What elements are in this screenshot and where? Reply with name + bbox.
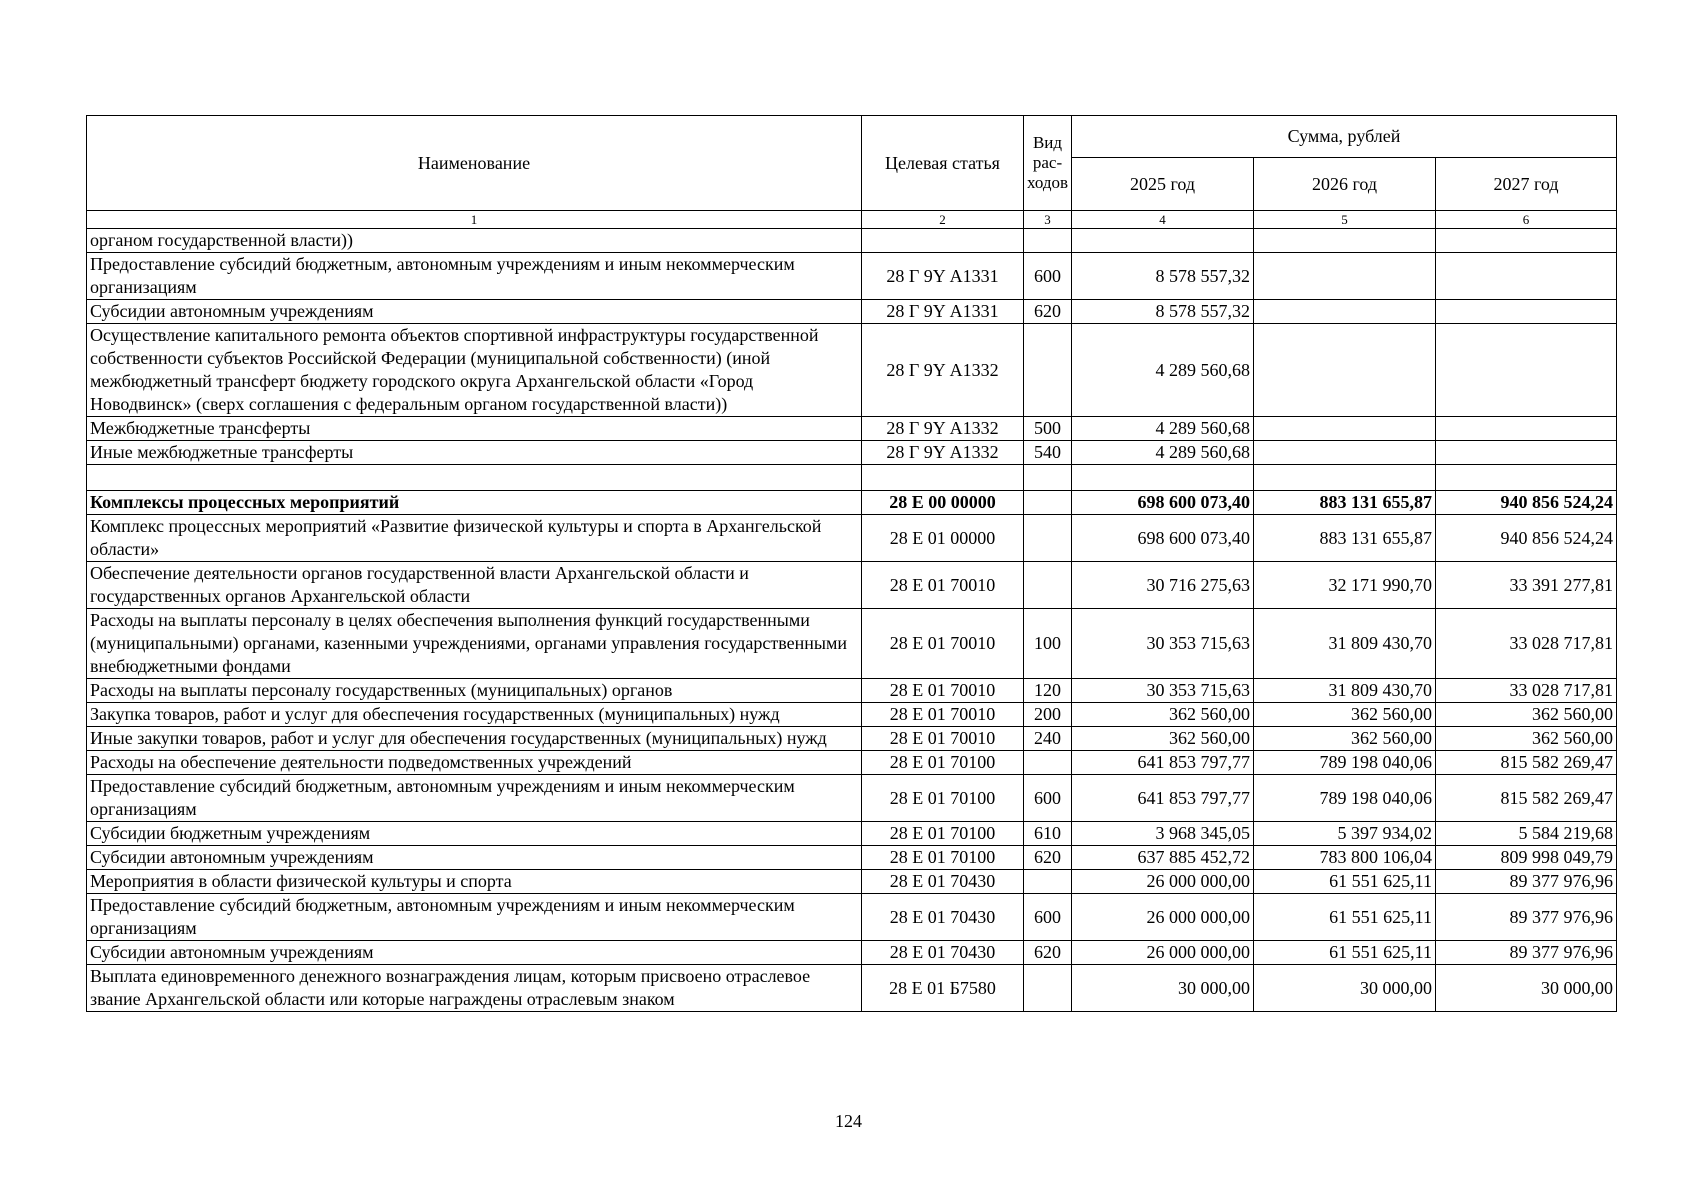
header-name: Наименование bbox=[87, 116, 862, 211]
row-amount-2026 bbox=[1254, 300, 1436, 324]
row-name: Расходы на выплаты персоналу в целях обеспечения выполнения функций государственными (муниципальными) органами, казенными учреждениями, органами управления государственными внебюджетными фондами bbox=[87, 609, 862, 679]
row-amount-2025: 4 289 560,68 bbox=[1072, 441, 1254, 465]
column-number: 5 bbox=[1254, 211, 1436, 229]
table-row bbox=[87, 775, 1617, 822]
row-amount-2027 bbox=[1436, 229, 1617, 253]
row-name: Субсидии бюджетным учреждениям bbox=[87, 822, 862, 846]
row-amount-2027: 33 028 717,81 bbox=[1436, 609, 1617, 679]
budget-table bbox=[86, 115, 1617, 1012]
row-amount-2027 bbox=[1436, 300, 1617, 324]
row-amount-2027: 33 028 717,81 bbox=[1436, 679, 1617, 703]
table-row bbox=[87, 324, 1617, 417]
header-year-2026: 2026 год bbox=[1254, 158, 1436, 211]
row-amount-2025: 362 560,00 bbox=[1072, 727, 1254, 751]
row-amount-2026 bbox=[1254, 465, 1436, 491]
row-target-article: 28 Г 9Y А1332 bbox=[862, 324, 1024, 417]
row-amount-2025: 8 578 557,32 bbox=[1072, 253, 1254, 300]
row-amount-2027 bbox=[1436, 441, 1617, 465]
table-row bbox=[87, 253, 1617, 300]
row-expense-type: 600 bbox=[1024, 775, 1072, 822]
table-row bbox=[87, 703, 1617, 727]
row-amount-2026: 362 560,00 bbox=[1254, 703, 1436, 727]
row-amount-2026 bbox=[1254, 229, 1436, 253]
row-amount-2027: 89 377 976,96 bbox=[1436, 870, 1617, 894]
document-page bbox=[86, 115, 1616, 1012]
table-row bbox=[87, 965, 1617, 1012]
header-expense-type: Вид рас-ходов bbox=[1024, 116, 1072, 211]
row-target-article: 28 Е 01 70100 bbox=[862, 846, 1024, 870]
row-name: Расходы на выплаты персоналу государственных (муниципальных) органов bbox=[87, 679, 862, 703]
column-number: 2 bbox=[862, 211, 1024, 229]
row-amount-2025: 3 968 345,05 bbox=[1072, 822, 1254, 846]
row-amount-2026 bbox=[1254, 417, 1436, 441]
row-target-article: 28 Е 01 Б7580 bbox=[862, 965, 1024, 1012]
row-amount-2026: 30 000,00 bbox=[1254, 965, 1436, 1012]
row-amount-2025: 637 885 452,72 bbox=[1072, 846, 1254, 870]
page-number: 124 bbox=[835, 1111, 862, 1131]
row-name: Мероприятия в области физической культуры и спорта bbox=[87, 870, 862, 894]
row-amount-2026: 789 198 040,06 bbox=[1254, 775, 1436, 822]
row-expense-type: 100 bbox=[1024, 609, 1072, 679]
row-amount-2025: 30 353 715,63 bbox=[1072, 679, 1254, 703]
row-expense-type bbox=[1024, 229, 1072, 253]
row-expense-type bbox=[1024, 965, 1072, 1012]
row-amount-2025: 30 716 275,63 bbox=[1072, 562, 1254, 609]
row-amount-2027: 89 377 976,96 bbox=[1436, 894, 1617, 941]
row-amount-2027 bbox=[1436, 417, 1617, 441]
table-row bbox=[87, 822, 1617, 846]
row-expense-type: 500 bbox=[1024, 417, 1072, 441]
row-name: Субсидии автономным учреждениям bbox=[87, 300, 862, 324]
row-amount-2025 bbox=[1072, 229, 1254, 253]
row-target-article: 28 Е 01 70100 bbox=[862, 751, 1024, 775]
column-number: 1 bbox=[87, 211, 862, 229]
row-target-article: 28 Г 9Y А1331 bbox=[862, 253, 1024, 300]
row-target-article bbox=[862, 229, 1024, 253]
row-amount-2027: 940 856 524,24 bbox=[1436, 491, 1617, 515]
row-target-article: 28 Е 01 70100 bbox=[862, 822, 1024, 846]
row-target-article: 28 Е 01 70430 bbox=[862, 894, 1024, 941]
row-amount-2026: 61 551 625,11 bbox=[1254, 894, 1436, 941]
table-row bbox=[87, 491, 1617, 515]
row-target-article: 28 Е 01 70010 bbox=[862, 703, 1024, 727]
row-amount-2027: 362 560,00 bbox=[1436, 703, 1617, 727]
row-amount-2025: 698 600 073,40 bbox=[1072, 491, 1254, 515]
row-amount-2027 bbox=[1436, 253, 1617, 300]
row-name: Межбюджетные трансферты bbox=[87, 417, 862, 441]
header-year-2027: 2027 год bbox=[1436, 158, 1617, 211]
row-amount-2026: 362 560,00 bbox=[1254, 727, 1436, 751]
row-amount-2026: 32 171 990,70 bbox=[1254, 562, 1436, 609]
table-row bbox=[87, 417, 1617, 441]
row-amount-2027: 815 582 269,47 bbox=[1436, 751, 1617, 775]
row-amount-2027: 362 560,00 bbox=[1436, 727, 1617, 751]
row-amount-2025: 30 353 715,63 bbox=[1072, 609, 1254, 679]
row-name: Комплекс процессных мероприятий «Развитие физической культуры и спорта в Архангельской области» bbox=[87, 515, 862, 562]
row-name: Субсидии автономным учреждениям bbox=[87, 941, 862, 965]
row-amount-2025: 26 000 000,00 bbox=[1072, 870, 1254, 894]
column-numbers-row bbox=[87, 211, 1617, 229]
table-row bbox=[87, 300, 1617, 324]
row-target-article: 28 Г 9Y А1331 bbox=[862, 300, 1024, 324]
row-amount-2025: 30 000,00 bbox=[1072, 965, 1254, 1012]
row-expense-type: 600 bbox=[1024, 894, 1072, 941]
row-target-article: 28 Г 9Y А1332 bbox=[862, 441, 1024, 465]
row-expense-type bbox=[1024, 491, 1072, 515]
row-amount-2026: 5 397 934,02 bbox=[1254, 822, 1436, 846]
row-amount-2027: 815 582 269,47 bbox=[1436, 775, 1617, 822]
row-amount-2027 bbox=[1436, 465, 1617, 491]
table-row bbox=[87, 229, 1617, 253]
column-number: 3 bbox=[1024, 211, 1072, 229]
row-amount-2027: 5 584 219,68 bbox=[1436, 822, 1617, 846]
table-row bbox=[87, 870, 1617, 894]
row-amount-2026: 31 809 430,70 bbox=[1254, 679, 1436, 703]
table-row bbox=[87, 846, 1617, 870]
table-row bbox=[87, 679, 1617, 703]
row-expense-type: 120 bbox=[1024, 679, 1072, 703]
row-name: Комплексы процессных мероприятий bbox=[87, 491, 862, 515]
row-target-article bbox=[862, 465, 1024, 491]
row-target-article: 28 Е 01 70430 bbox=[862, 941, 1024, 965]
row-amount-2026: 61 551 625,11 bbox=[1254, 870, 1436, 894]
row-amount-2027 bbox=[1436, 324, 1617, 417]
row-target-article: 28 Е 01 70010 bbox=[862, 727, 1024, 751]
table-row bbox=[87, 441, 1617, 465]
row-expense-type: 240 bbox=[1024, 727, 1072, 751]
row-amount-2025: 698 600 073,40 bbox=[1072, 515, 1254, 562]
table-row bbox=[87, 562, 1617, 609]
row-expense-type: 620 bbox=[1024, 941, 1072, 965]
header-sum: Сумма, рублей bbox=[1072, 116, 1617, 158]
row-amount-2026: 31 809 430,70 bbox=[1254, 609, 1436, 679]
row-amount-2027: 33 391 277,81 bbox=[1436, 562, 1617, 609]
row-name: Иные межбюджетные трансферты bbox=[87, 441, 862, 465]
row-amount-2026: 883 131 655,87 bbox=[1254, 515, 1436, 562]
row-amount-2025: 4 289 560,68 bbox=[1072, 417, 1254, 441]
row-name: Субсидии автономным учреждениям bbox=[87, 846, 862, 870]
table-row bbox=[87, 941, 1617, 965]
row-name bbox=[87, 465, 862, 491]
row-amount-2026: 883 131 655,87 bbox=[1254, 491, 1436, 515]
row-target-article: 28 Г 9Y А1332 bbox=[862, 417, 1024, 441]
row-name: Обеспечение деятельности органов государственной власти Архангельской области и государственных органов Архангельской области bbox=[87, 562, 862, 609]
row-amount-2025: 641 853 797,77 bbox=[1072, 751, 1254, 775]
row-expense-type bbox=[1024, 324, 1072, 417]
table-row bbox=[87, 609, 1617, 679]
row-expense-type: 600 bbox=[1024, 253, 1072, 300]
row-name: Иные закупки товаров, работ и услуг для обеспечения государственных (муниципальных) нужд bbox=[87, 727, 862, 751]
row-amount-2027: 940 856 524,24 bbox=[1436, 515, 1617, 562]
row-amount-2027: 30 000,00 bbox=[1436, 965, 1617, 1012]
row-target-article: 28 Е 01 70010 bbox=[862, 609, 1024, 679]
row-expense-type bbox=[1024, 562, 1072, 609]
row-target-article: 28 Е 01 70100 bbox=[862, 775, 1024, 822]
row-name: Предоставление субсидий бюджетным, автономным учреждениям и иным некоммерческим организациям bbox=[87, 253, 862, 300]
header-target-article: Целевая статья bbox=[862, 116, 1024, 211]
row-target-article: 28 Е 01 70430 bbox=[862, 870, 1024, 894]
column-number: 6 bbox=[1436, 211, 1617, 229]
header-year-2025: 2025 год bbox=[1072, 158, 1254, 211]
row-target-article: 28 Е 01 00000 bbox=[862, 515, 1024, 562]
row-expense-type: 200 bbox=[1024, 703, 1072, 727]
row-amount-2026: 783 800 106,04 bbox=[1254, 846, 1436, 870]
row-amount-2025: 26 000 000,00 bbox=[1072, 941, 1254, 965]
row-target-article: 28 Е 01 70010 bbox=[862, 679, 1024, 703]
row-expense-type: 620 bbox=[1024, 846, 1072, 870]
table-row bbox=[87, 894, 1617, 941]
row-amount-2026 bbox=[1254, 324, 1436, 417]
table-row bbox=[87, 515, 1617, 562]
row-name: Закупка товаров, работ и услуг для обеспечения государственных (муниципальных) нужд bbox=[87, 703, 862, 727]
row-name: Предоставление субсидий бюджетным, автономным учреждениям и иным некоммерческим организациям bbox=[87, 894, 862, 941]
row-amount-2026 bbox=[1254, 441, 1436, 465]
row-expense-type: 540 bbox=[1024, 441, 1072, 465]
row-amount-2026: 61 551 625,11 bbox=[1254, 941, 1436, 965]
row-expense-type: 620 bbox=[1024, 300, 1072, 324]
row-name: органом государственной власти)) bbox=[87, 229, 862, 253]
row-amount-2026: 789 198 040,06 bbox=[1254, 751, 1436, 775]
row-name: Предоставление субсидий бюджетным, автономным учреждениям и иным некоммерческим организациям bbox=[87, 775, 862, 822]
row-amount-2025: 26 000 000,00 bbox=[1072, 894, 1254, 941]
row-amount-2027: 89 377 976,96 bbox=[1436, 941, 1617, 965]
row-amount-2025: 8 578 557,32 bbox=[1072, 300, 1254, 324]
row-amount-2025: 362 560,00 bbox=[1072, 703, 1254, 727]
row-expense-type bbox=[1024, 515, 1072, 562]
row-expense-type: 610 bbox=[1024, 822, 1072, 846]
row-target-article: 28 Е 01 70010 bbox=[862, 562, 1024, 609]
row-amount-2025: 641 853 797,77 bbox=[1072, 775, 1254, 822]
row-amount-2026 bbox=[1254, 253, 1436, 300]
table-row bbox=[87, 751, 1617, 775]
row-amount-2025: 4 289 560,68 bbox=[1072, 324, 1254, 417]
row-amount-2027: 809 998 049,79 bbox=[1436, 846, 1617, 870]
column-number: 4 bbox=[1072, 211, 1254, 229]
row-name: Выплата единовременного денежного вознаграждения лицам, которым присвоено отраслевое звание Архангельской области или которые награждены отраслевым знаком bbox=[87, 965, 862, 1012]
row-name: Осуществление капитального ремонта объектов спортивной инфраструктуры государственной собственности субъектов Российской Федерации (муниципальной собственности) (иной межбюджетный трансферт бюджету городского округа Архангельской области «Город Новодвинск» (сверх соглашения с федеральным органом государственной власти)) bbox=[87, 324, 862, 417]
table-row bbox=[87, 465, 1617, 491]
row-target-article: 28 Е 00 00000 bbox=[862, 491, 1024, 515]
row-expense-type bbox=[1024, 465, 1072, 491]
row-expense-type bbox=[1024, 870, 1072, 894]
row-expense-type bbox=[1024, 751, 1072, 775]
row-amount-2025 bbox=[1072, 465, 1254, 491]
row-name: Расходы на обеспечение деятельности подведомственных учреждений bbox=[87, 751, 862, 775]
table-row bbox=[87, 727, 1617, 751]
table-body bbox=[87, 229, 1617, 1012]
